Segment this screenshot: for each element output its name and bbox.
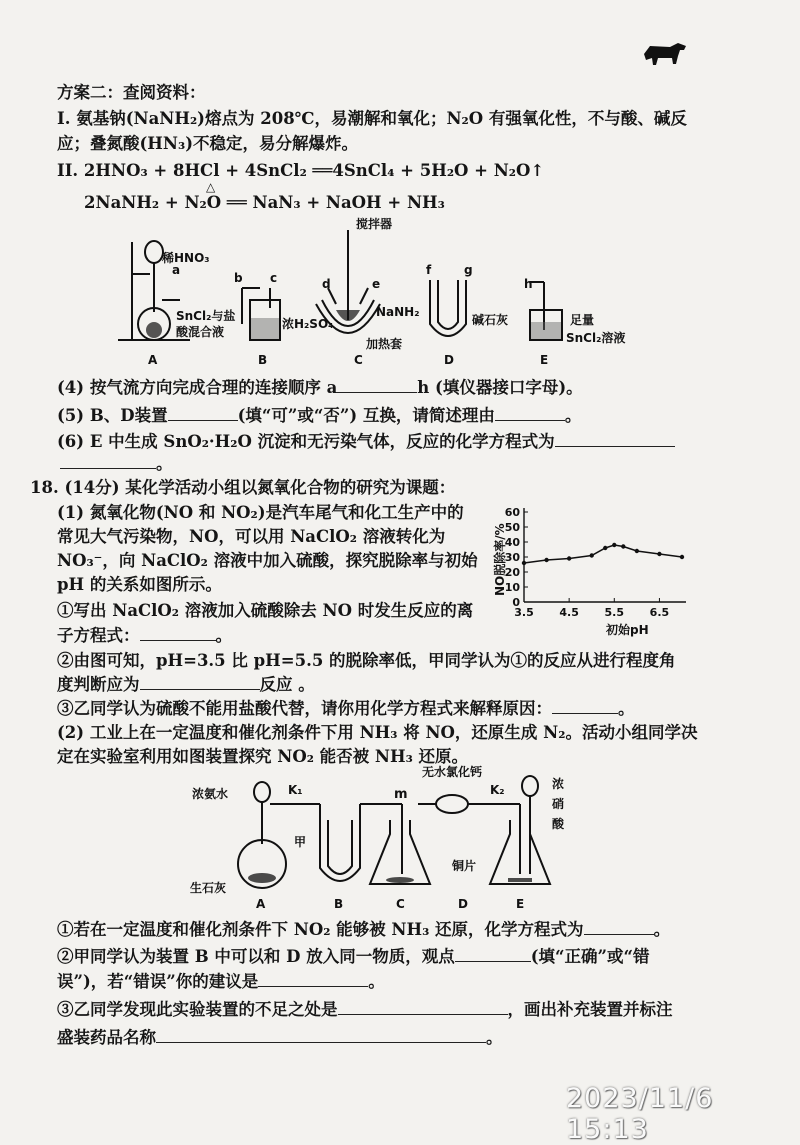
label-conc-ammonia: 浓氨水	[192, 787, 229, 801]
label-quicklime: 生石灰	[190, 881, 227, 895]
chart-ylabel: NO脱除率/%	[493, 523, 507, 596]
q18-s2-line2	[57, 673, 315, 696]
q5-blank-1[interactable]	[168, 404, 238, 421]
label-conc-hno3-2: 硝	[552, 797, 565, 811]
q18-s2-line1: ②由图可知，pH=3.5 比 pH=5.5 的脱除率低，甲同学认为①的反应从进行程度角	[57, 651, 676, 670]
equation-2: 2NaNH₂ + N₂O ══ NaN₃ + NaOH + NH₃	[84, 193, 445, 212]
q18-t3-text-a: ③乙同学发现此实验装置的不足之处是	[57, 1000, 338, 1019]
q18-p1-line2: 常见大气污染物，NO，可以用 NaClO₂ 溶液转化为	[57, 527, 446, 546]
q18-s1-period: 。	[215, 626, 232, 645]
q6-text-1: (6) E 中生成 SnO₂·H₂O 沉淀和无污染气体，反应的化学方程式为	[57, 432, 555, 451]
label-enough: 足量	[570, 313, 595, 327]
port-d: d	[322, 277, 331, 291]
q18-p2-line1: (2) 工业上在一定温度和催化剂条件下用 NH₃ 将 NO，还原生成 N₂。活动小组同学决	[57, 723, 698, 742]
port-b: b	[234, 271, 243, 285]
chart-data-point	[621, 544, 625, 548]
label-anhydrous-cacl2: 无水氯化钙	[422, 765, 483, 779]
q6-line-2	[60, 452, 173, 475]
unit-e: E	[540, 353, 549, 367]
q6-blank-1[interactable]	[555, 430, 675, 447]
q18-t3-blank-1[interactable]	[338, 998, 508, 1015]
unit-d: D	[444, 353, 454, 367]
equation-1: II. 2HNO₃ + 8HCl + 4SnCl₂ ══4SnCl₄ + 5H₂O + N₂O↑	[57, 161, 545, 180]
info1-line2: 应；叠氮酸(HN₃)不稳定，易分解爆炸。	[57, 134, 359, 153]
label-nanh2: NaNH₂	[376, 305, 420, 319]
q4-line	[57, 376, 583, 399]
chart-xtick-label: 5.5	[604, 606, 625, 619]
q18-t2-text-a: ②甲同学认为装置 B 中可以和 D 放入同一物质，观点	[57, 947, 455, 966]
q6-line	[57, 430, 675, 453]
chart-data-point	[635, 549, 639, 553]
q18-t2-blank-2[interactable]	[258, 970, 368, 987]
q18-t3-period: 。	[486, 1028, 503, 1047]
q18-t3-blank-2[interactable]	[156, 1026, 486, 1043]
label-conc-hno3-1: 浓	[552, 777, 565, 791]
q18-t1-text: ①若在一定温度和催化剂条件下 NO₂ 能够被 NH₃ 还原，化学方程式为	[57, 920, 584, 939]
q18-t2-line2	[57, 970, 385, 993]
chart-data-point	[612, 543, 616, 547]
q18-header: 18. (14分) 某化学活动小组以氮氧化合物的研究为课题：	[30, 478, 456, 497]
removal-rate-chart	[486, 500, 700, 640]
apparatus-diagram-2	[190, 764, 590, 914]
q5-text-1: (5) B、D装置	[57, 406, 168, 425]
label-m: m	[394, 787, 408, 802]
q18-t2-line1	[57, 945, 650, 968]
q4-blank[interactable]	[337, 376, 417, 393]
chart-xtick-label: 3.5	[514, 606, 534, 619]
chart-data-point	[590, 553, 594, 557]
chart-xtick-label: 6.5	[649, 606, 670, 619]
label-sncl2-solution: SnCl₂溶液	[566, 331, 626, 345]
scheme2-heading: 方案二：查阅资料：	[57, 83, 206, 102]
q18-s3-text: ③乙同学认为硫酸不能用盐酸代替，请你用化学方程式来解释原因：	[57, 699, 552, 718]
unit2-e: E	[516, 897, 525, 911]
q18-t3-text-c: 盛装药品名称	[57, 1028, 156, 1047]
chart-ytick-label: 50	[504, 521, 520, 534]
chart-ytick-label: 60	[504, 506, 520, 519]
chart-ytick-label: 0	[512, 596, 520, 609]
chart-data-point	[657, 552, 661, 556]
q18-t2-text-c: 误”)，若“错误”你的建议是	[57, 972, 259, 991]
q18-t3-line2	[57, 1026, 503, 1049]
label-conc-h2so4: 浓H₂SO₄	[282, 317, 334, 331]
q5-text-2: (填“可”或“否”) 互换，请简述理由	[237, 406, 495, 425]
q6-text-2: 。	[156, 454, 173, 473]
unit-c: C	[354, 353, 363, 367]
q18-t2-period: 。	[368, 972, 385, 991]
q5-line	[57, 404, 581, 427]
valve-k2: K₂	[490, 783, 505, 797]
port-c: c	[270, 271, 278, 285]
q18-t2-blank-1[interactable]	[455, 945, 531, 962]
label-soda-lime: 碱石灰	[472, 313, 509, 327]
chart-data-point	[567, 556, 571, 560]
q18-s1-line2	[57, 624, 232, 647]
port-e: e	[372, 277, 381, 291]
port-h: h	[524, 277, 533, 291]
unit2-c: C	[396, 897, 405, 911]
bull-logo-icon	[640, 40, 690, 70]
port-g: g	[464, 263, 473, 277]
q18-t3-text-b: ，画出补充装置并标注	[507, 1000, 673, 1019]
label-stirrer: 搅拌器	[356, 217, 393, 231]
chart-xtick-label: 4.5	[559, 606, 579, 619]
q18-t1-blank[interactable]	[584, 918, 654, 935]
chart-xlabel: 初始pH	[606, 623, 649, 637]
label-sncl2-mix-1: SnCl₂与盐	[176, 309, 236, 323]
q18-t3-line1	[57, 998, 673, 1021]
q18-s1-text: 子方程式：	[57, 626, 140, 645]
apparatus-diagram-1	[110, 212, 670, 372]
q18-t1-period: 。	[653, 920, 671, 939]
label-dilute-hno3: 稀HNO₃	[162, 251, 210, 265]
q6-blank-2[interactable]	[60, 452, 156, 469]
q18-p2-line2: 定在实验室利用如图装置探究 NO₂ 能否被 NH₃ 还原。	[57, 747, 469, 766]
q18-s2-text-a: 度判断应为	[57, 675, 140, 694]
q18-t1-line	[57, 918, 670, 941]
unit-a: A	[148, 353, 158, 367]
q5-text-3: 。	[564, 406, 582, 425]
chart-ytick-label: 40	[504, 536, 520, 549]
q18-s1-blank[interactable]	[140, 624, 216, 641]
unit2-b: B	[334, 897, 344, 911]
unit2-d: D	[458, 897, 468, 911]
q18-s2-blank[interactable]	[140, 673, 260, 690]
chart-ytick-label: 30	[504, 551, 520, 564]
chart-data-point	[522, 561, 526, 565]
label-conc-hno3-3: 酸	[552, 817, 565, 831]
photo-timestamp: 2023/11/6 15:13	[566, 1083, 714, 1145]
chart-ytick-label: 10	[504, 581, 520, 594]
port-f: f	[426, 263, 432, 277]
q18-p1-line3: NO₃⁻，向 NaClO₂ 溶液中加入硫酸，探究脱除率与初始	[57, 551, 478, 570]
q4-text-2: h (填仪器接口字母)。	[417, 378, 583, 397]
unit2-a: A	[256, 897, 266, 911]
label-heating-mantle: 加热套	[366, 337, 403, 351]
q18-s3-line	[57, 697, 635, 720]
q18-t2-text-b: (填“正确”或“错	[530, 947, 650, 966]
q5-blank-2[interactable]	[495, 404, 565, 421]
info1-line1: I. 氨基钠(NaNH₂)熔点为 208℃，易潮解和氧化；N₂O 有强氧化性，不与酸、碱反	[57, 109, 687, 128]
q4-text-1: (4) 按气流方向完成合理的连接顺序 a	[57, 378, 338, 397]
chart-data-point	[603, 546, 607, 550]
chart-data-point	[544, 558, 548, 562]
chart-ytick-label: 20	[504, 566, 520, 579]
label-sncl2-mix-2: 酸混合液	[176, 325, 225, 339]
q18-s3-blank[interactable]	[552, 697, 618, 714]
heat-condition: △	[206, 180, 216, 194]
q18-s2-text-b: 反应 。	[259, 675, 315, 694]
valve-k1: K₁	[288, 783, 303, 797]
q18-s1-line1: ①写出 NaClO₂ 溶液加入硫酸除去 NO 时发生反应的离	[57, 601, 474, 620]
q18-p1-line1: (1) 氮氧化物(NO 和 NO₂)是汽车尾气和化工生产中的	[57, 503, 464, 522]
q18-s3-period: 。	[618, 699, 635, 718]
label-jia: 甲	[294, 835, 307, 849]
unit-b: B	[258, 353, 268, 367]
label-copper: 铜片	[452, 859, 477, 873]
chart-data-point	[680, 555, 684, 559]
port-a: a	[172, 263, 181, 277]
q18-p1-line4: pH 的关系如图所示。	[57, 575, 222, 594]
